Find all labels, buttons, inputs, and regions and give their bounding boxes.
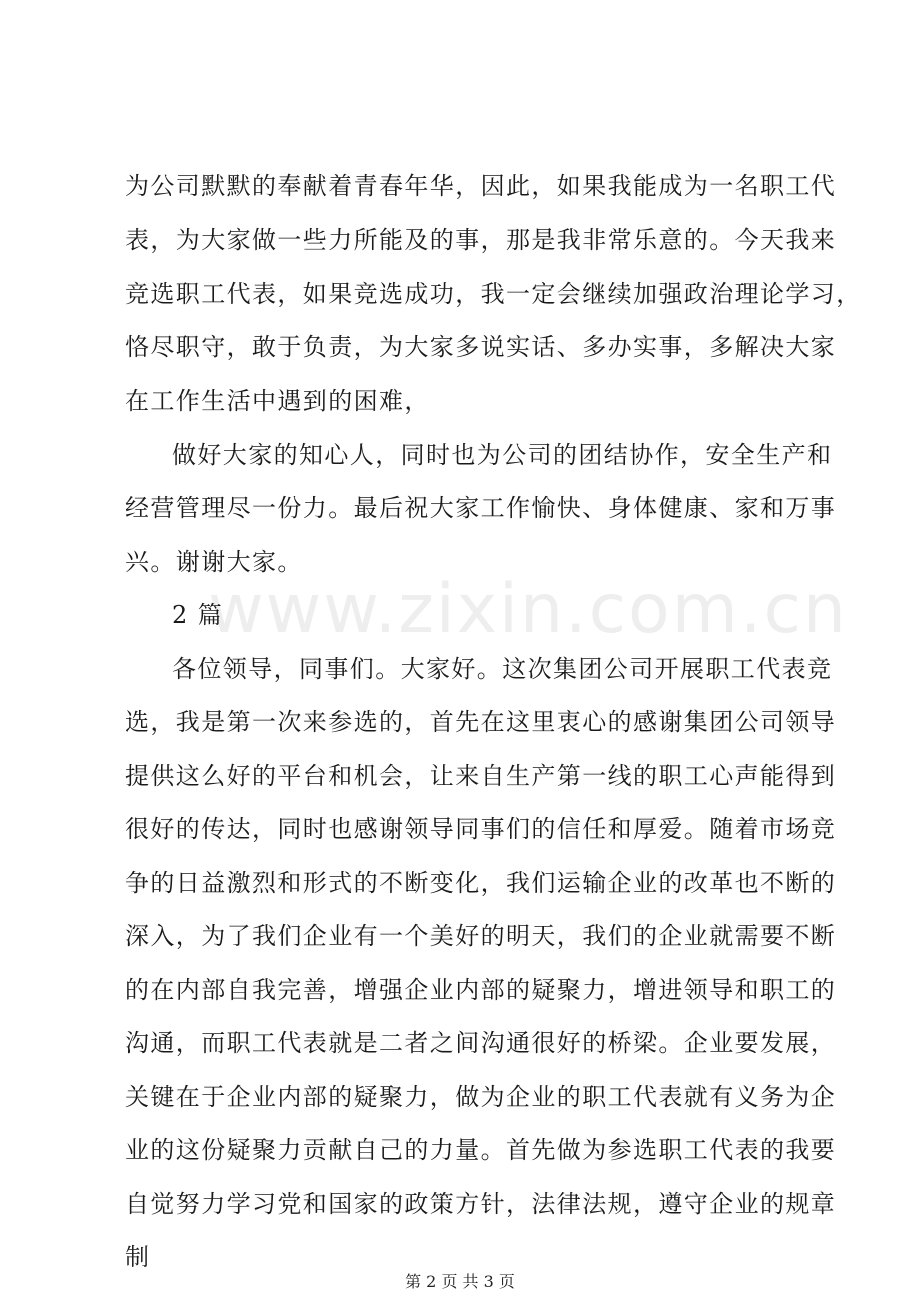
text-line: 自觉努力学习党和国家的政策方针，法律法规，遵守企业的规章 — [125, 1190, 837, 1218]
text-line: 争的日益激烈和形式的不断变化，我们运输企业的改革也不断的 — [125, 869, 837, 897]
text-line: 在工作生活中遇到的困难， — [125, 387, 430, 415]
text-line: 提供这么好的平台和机会，让来自生产第一线的职工心声能得到 — [125, 762, 837, 790]
page-footer: 第 2 页 共 3 页 — [405, 1272, 515, 1291]
text-line: 关键在于企业内部的疑聚力，做为企业的职工代表就有义务为企 — [125, 1083, 837, 1111]
text-line: 兴。谢谢大家。 — [125, 548, 303, 576]
text-line: 很好的传达，同时也感谢领导同事们的信任和厚爱。随着市场竞 — [125, 815, 837, 843]
text-line: 恪尽职守，敢于负责，为大家多说实话、多办实事，多解决大家 — [125, 333, 837, 361]
text-line: 选，我是第一次来参选的，首先在这里衷心的感谢集团公司领导 — [125, 708, 837, 736]
text-line: 为公司默默的奉献着青春年华，因此，如果我能成为一名职工代 — [125, 172, 837, 200]
text-line: 经营管理尽一份力。最后祝大家工作愉快、身体健康、家和万事 — [125, 494, 837, 522]
paragraph-start-line: 各位领导，同事们。大家好。这次集团公司开展职工代表竞 — [172, 655, 833, 683]
section-heading: 2 篇 — [172, 601, 224, 629]
text-line: 竞选职工代表，如果竞选成功，我一定会继续加强政治理论学习， — [125, 280, 862, 308]
text-line: 制 — [125, 1243, 151, 1271]
text-line: 业的这份疑聚力贡献自己的力量。首先做为参选职工代表的我要 — [125, 1136, 837, 1164]
text-line: 的在内部自我完善，增强企业内部的疑聚力，增进领导和职工的 — [125, 976, 837, 1004]
watermark: www.zixin.com.cn — [208, 570, 848, 649]
text-line: 沟通，而职工代表就是二者之间沟通很好的桥梁。企业要发展， — [125, 1029, 837, 1057]
paragraph-start-line: 做好大家的知心人，同时也为公司的团结协作，安全生产和 — [172, 441, 833, 469]
text-line: 表，为大家做一些力所能及的事，那是我非常乐意的。今天我来 — [125, 226, 837, 254]
text-line: 深入，为了我们企业有一个美好的明天，我们的企业就需要不断 — [125, 922, 837, 950]
